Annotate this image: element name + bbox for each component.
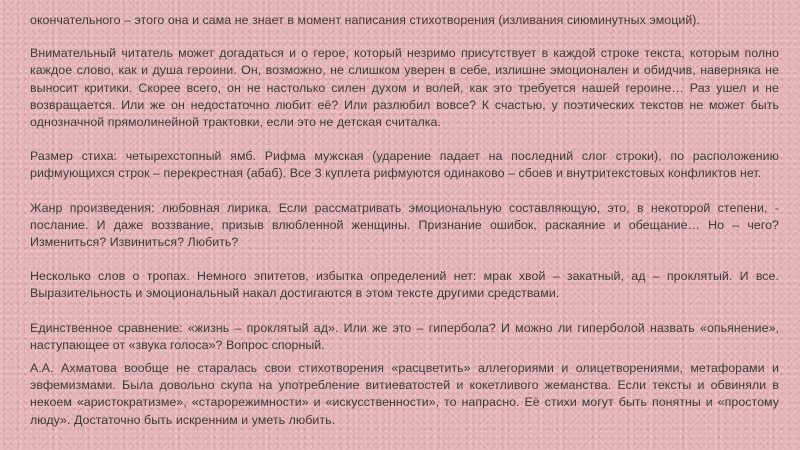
paragraph-tropes: Несколько слов о тропах. Немного эпитетов, избытка определений нет: мрак хвой – закатный, ад – проклятый. И все. Выразительность и эмоциональный накал достигаются в этом тексте другими средствами. bbox=[30, 269, 779, 301]
paragraph-conclusion: окончательного – этого она и сама не знает в момент написания стихотворения (изливания сиюминутных эмоций). bbox=[30, 13, 700, 27]
paragraph-genre: Жанр произведения: любовная лирика. Если рассматривать эмоциональную составляющую, это, в некоторой степени, - послание. И даже воззвание, призыв влюбленной женщины. Признание ошибок, раскаяние и обещание… Но – чего? Измениться? Извиниться? Любить? bbox=[30, 200, 779, 250]
paragraph-hero: Внимательный читатель может догадаться и о герое, который незримо присутствует в каждой строке текста, которым полно каждое слово, как и душа героини. Он, возможно, не слишком уверен в себе, излишне эмоционален и обидчив, наверняка не выносит критики. Скорее всего, он не настолько силен духом и волей, как это требуется нашей героине… Раз ушел и не возвращается. Или же он недостаточно любит её? Или разлюбил вовсе? К счастью, у поэтических текстов не может быть однозначной прямолинейной трактовки, если это не детская считалка. bbox=[30, 46, 779, 130]
paragraph-akhmatova: А.А. Ахматова вообще не старалась свои стихотворения «расцветить» аллегориями и олицетворениями, метафорами и эвфемизмами. Была довольно скупа на употребление витиеватостей и кокетливого жеманства. Если тексты и обвиняли в некоем «аристократизме», «старорежимности» и «искусственности», то напрасно. Её стихи могут быть понятны и «простому люду». Достаточно быть искренним и уметь любить. bbox=[30, 361, 779, 427]
paragraph-meter: Размер стиха: четырехстопный ямб. Рифма мужская (ударение падает на последний слог строки), по расположению рифмующихся строк – перекрестная (абаб). Все 3 куплета рифмуются одинаково – сбоев и внутритекстовых конфликтов нет. bbox=[30, 149, 779, 181]
paragraph-comparison: Единственное сравнение: «жизнь – проклятый ад». Или же это – гипербола? И можно ли гиперболой назвать «опьянение», наступающее от «звука голоса»? Вопрос спорный. bbox=[30, 320, 779, 352]
